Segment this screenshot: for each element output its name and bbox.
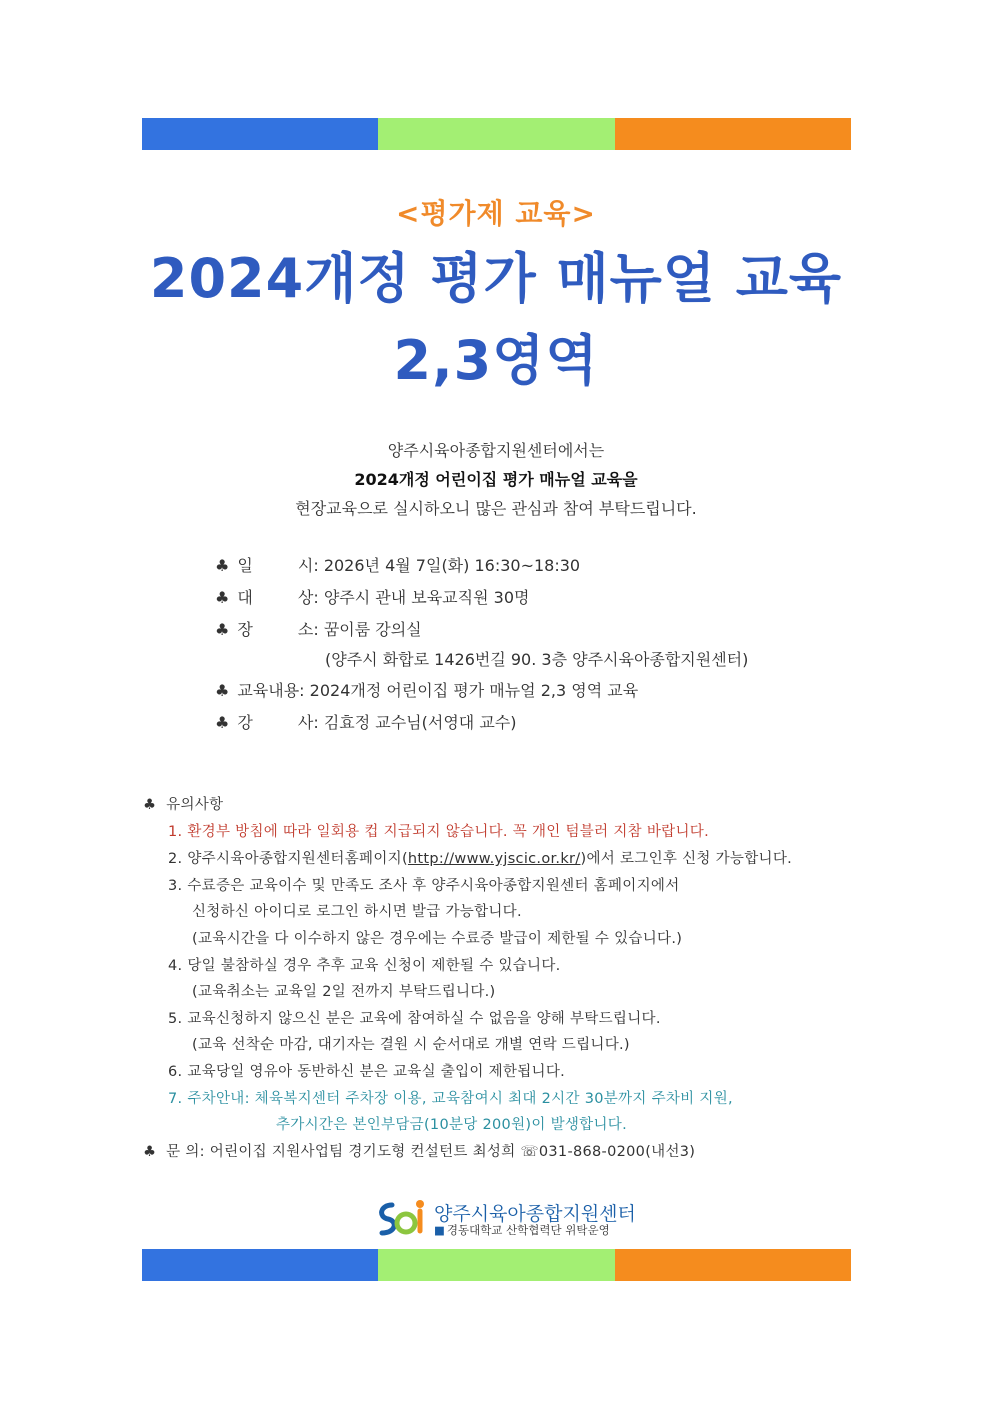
note-7-line-1: 7. 주차안내: 체육복지센터 주차장 이용, 교육참여시 최대 2시간 30분까지 주차비 지원, — [168, 1091, 733, 1107]
detail-label: 장 소 — [237, 620, 314, 639]
bar-segment-blue — [142, 118, 378, 150]
note-7-line-2: 추가시간은 본인부담금(10분당 200원)이 발생합니다. — [276, 1117, 628, 1133]
note-4-line-1: 4. 당일 불참하실 경우 추후 교육 신청이 제한될 수 있습니다. — [168, 958, 561, 974]
bar-segment-orange — [615, 118, 851, 150]
club-icon: ♣ — [215, 713, 230, 732]
contact-line — [143, 1140, 695, 1161]
bar-segment-green — [378, 118, 614, 150]
detail-label: 대 상 — [237, 588, 314, 607]
center-logo-sub-text: 경동대학교 산학협력단 위탁운영 — [446, 1223, 610, 1237]
notes-heading — [143, 793, 223, 814]
detail-label: 교육내용 — [237, 681, 300, 700]
intro-line-3: 현장교육으로 실시하오니 많은 관심과 참여 부탁드립니다. — [295, 499, 697, 518]
detail-row-content — [215, 678, 638, 701]
detail-row-date — [215, 553, 580, 576]
club-icon: ♣ — [215, 681, 230, 700]
center-logo — [372, 1197, 636, 1241]
club-icon: ♣ — [143, 1144, 157, 1160]
club-icon: ♣ — [215, 620, 230, 639]
bar-segment-orange — [615, 1249, 851, 1281]
detail-value: : 양주시 관내 보육교직원 30명 — [313, 588, 530, 607]
detail-value: : 2026년 4월 7일(화) 16:30~18:30 — [313, 556, 581, 575]
note-6: 6. 교육당일 영유아 동반하신 분은 교육실 출입이 제한됩니다. — [168, 1064, 566, 1080]
detail-row-instructor — [215, 710, 517, 733]
detail-row-target — [215, 585, 529, 608]
page-title-line2: 2,3영역 — [393, 329, 599, 392]
club-icon: ♣ — [143, 797, 157, 813]
detail-label: 강 사 — [237, 713, 314, 732]
detail-row-address — [325, 647, 748, 670]
top-color-bar — [142, 118, 851, 150]
note-2 — [168, 847, 792, 868]
page-title: 2024개정 평가 매뉴얼 교육 — [149, 247, 843, 310]
note-5-line-1: 5. 교육신청하지 않으신 분은 교육에 참여하실 수 없음을 양해 부탁드립니다. — [168, 1011, 661, 1027]
detail-value: : 2024개정 어린이집 평가 매뉴얼 2,3 영역 교육 — [299, 681, 639, 700]
bar-segment-green — [378, 1249, 614, 1281]
note-2-post: )에서 로그인후 신청 가능합니다. — [580, 851, 793, 867]
note-5-line-2: (교육 선착순 마감, 대기자는 결원 시 순서대로 개별 연락 드립니다.) — [192, 1037, 630, 1053]
note-3-line-1: 3. 수료증은 교육이수 및 만족도 조사 후 양주시육아종합지원센터 홈페이지에서 — [168, 878, 680, 894]
detail-value: : 꿈이룸 강의실 — [313, 620, 422, 639]
detail-row-place — [215, 617, 422, 640]
contact-text: 문 의: 어린이집 지원사업팀 경기도형 컨설턴트 최성희 ☏031-868-0200(내선3) — [166, 1144, 696, 1160]
note-4-line-2: (교육취소는 교육일 2일 전까지 부탁드립니다.) — [192, 984, 496, 1000]
university-emblem-icon: ■ — [434, 1223, 445, 1237]
detail-value: (양주시 화합로 1426번길 90. 3층 양주시육아종합지원센터) — [325, 650, 749, 669]
center-logo-name: 양주시육아종합지원센터 — [434, 1203, 636, 1225]
center-logo-icon — [372, 1197, 432, 1241]
bottom-color-bar — [142, 1249, 851, 1281]
club-icon: ♣ — [215, 556, 230, 575]
note-1: 1. 환경부 방침에 따라 일회용 컵 지급되지 않습니다. 꼭 개인 텀블러 지참 바랍니다. — [168, 824, 709, 840]
note-3-line-3: (교육시간을 다 이수하지 않은 경우에는 수료증 발급이 제한될 수 있습니다.) — [192, 931, 683, 947]
note-2-pre: 2. 양주시육아종합지원센터홈페이지( — [168, 851, 408, 867]
notes-heading-text: 유의사항 — [166, 797, 224, 813]
subtitle: <평가제 교육> — [396, 197, 596, 230]
detail-value: : 김효정 교수님(서영대 교수) — [313, 713, 517, 732]
bar-segment-blue — [142, 1249, 378, 1281]
note-3-line-2: 신청하신 아이디로 로그인 하시면 발급 가능합니다. — [192, 904, 522, 920]
club-icon: ♣ — [215, 588, 230, 607]
detail-label: 일 시 — [237, 556, 314, 575]
homepage-link[interactable]: http://www.yjscic.or.kr/ — [407, 851, 581, 867]
center-logo-sub — [434, 1222, 610, 1238]
intro-line-1: 양주시육아종합지원센터에서는 — [387, 441, 605, 460]
intro-line-2: 2024개정 어린이집 평가 매뉴얼 교육을 — [354, 470, 638, 489]
